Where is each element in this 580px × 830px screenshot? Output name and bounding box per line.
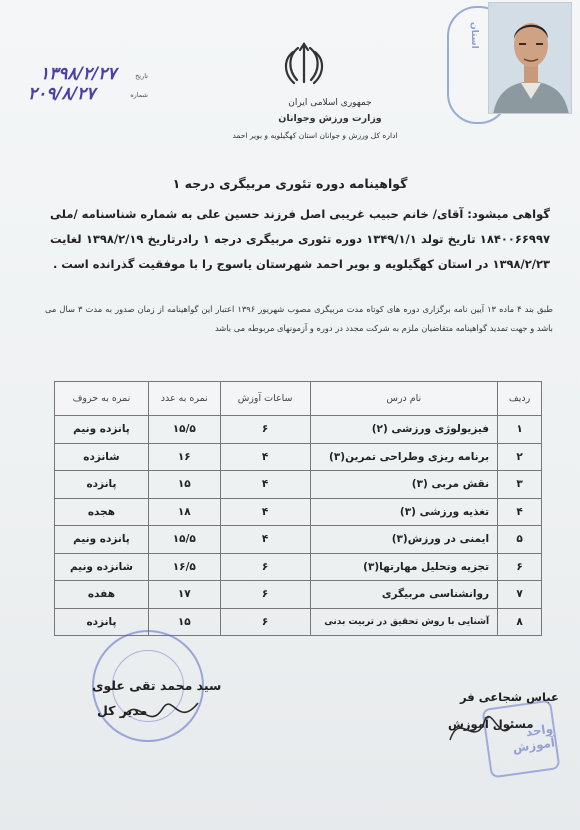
cell-hours: ۴ (220, 471, 310, 499)
cell-grade-number: ۱۶ (148, 443, 220, 471)
cell-row-number: ۷ (498, 581, 542, 609)
cell-course: آشنایی با روش تحقیق در تربیت بدنی (310, 608, 498, 636)
cell-row-number: ۳ (498, 471, 542, 499)
header-department: اداره کل ورزش و جوانان استان کهگیلویه و بویر احمد (232, 131, 398, 140)
cell-grade-number: ۱۸ (148, 498, 220, 526)
date-label: تاریخ (135, 72, 148, 80)
cell-hours: ۶ (220, 416, 310, 444)
table-row (55, 581, 542, 609)
education-officer-name: عباس شجاعی فر (460, 690, 559, 704)
director-name: سید محمد تقی علوی (92, 678, 222, 693)
body-text: آقای/ خانم حبیب غریبی اصل فرزند حسین علی به شماره شناسنامه /ملی ۱۸۴۰۰۶۶۹۹۷ تاریخ تولد ۱۳۴۹/۱/۱ دوره تئوری مربیگری درجه ۱ رادرتاریخ ۱۳۹۸/۲/۱۹ لغایت ۱۳۹۸/۲/۲۳ در استان کهگیلویه و بویر احمد شهرستان یاسوج را با موفقیت گذرانده است . (50, 207, 550, 271)
body-lead: گواهی میشود: (467, 207, 550, 221)
director-title: مدیر کل (97, 703, 148, 718)
number-value: ۲۰۹/۸/۲۷ (28, 84, 96, 104)
officer-signature-icon (440, 700, 520, 755)
cell-row-number: ۸ (498, 608, 542, 636)
cell-course: نقش مربی (۳) (310, 471, 498, 499)
header-grade-number: نمره به عدد (148, 382, 220, 416)
cell-course: برنامه ریزی وطراحی تمرین(۳) (310, 443, 498, 471)
table-row (55, 553, 542, 581)
cell-hours: ۶ (220, 608, 310, 636)
table-row (55, 526, 542, 554)
education-officer-title: مسئول آموزش (448, 717, 534, 731)
table-row (55, 471, 542, 499)
cell-row-number: ۵ (498, 526, 542, 554)
cell-course: تجزیه وتحلیل مهارتها(۳) (310, 553, 498, 581)
cell-hours: ۶ (220, 553, 310, 581)
certificate-title: گواهینامه دوره تئوری مربیگری درجه ۱ (172, 176, 408, 191)
validity-note: طبق بند ۴ ماده ۱۳ آیین نامه برگزاری دوره های کوتاه مدت مربیگری مصوب شهریور ۱۳۹۶ اعتبار این گواهینامه از زمان صدور به مدت ۳ سال می باشد و جهت تمدید گواهینامه متقاضیان ملزم به شرکت مجدد در دوره و آزمونهای مربوطه می باشد (45, 304, 553, 333)
cell-grade-words: پانزده (55, 608, 149, 636)
cell-course: تغذیه ورزشی (۳) (310, 498, 498, 526)
cell-row-number: ۱ (498, 416, 542, 444)
certificate-body (50, 202, 550, 277)
header-ministry: وزارت ورزش وجوانان (278, 113, 382, 124)
table-row (55, 498, 542, 526)
header-grade-words: نمره به حروف (55, 382, 149, 416)
portrait-image (489, 3, 572, 114)
cell-grade-words: پانزده ونیم (55, 416, 149, 444)
table-row (55, 608, 542, 636)
photo-stamp-text: استان (469, 22, 479, 49)
cell-grade-number: ۱۷ (148, 581, 220, 609)
cell-grade-number: ۱۵/۵ (148, 526, 220, 554)
cell-grade-number: ۱۵ (148, 471, 220, 499)
cell-grade-number: ۱۶/۵ (148, 553, 220, 581)
cell-hours: ۴ (220, 498, 310, 526)
header-hours: ساعات آوزش (220, 382, 310, 416)
header-course-name: نام درس (310, 382, 498, 416)
cell-grade-words: پانزده (55, 471, 149, 499)
grades-table (54, 381, 542, 636)
cell-course: ایمنی در ورزش(۳) (310, 526, 498, 554)
table-row (55, 443, 542, 471)
cell-row-number: ۴ (498, 498, 542, 526)
cell-hours: ۶ (220, 581, 310, 609)
cell-course: روانشناسی مربیگری (310, 581, 498, 609)
stamp-text: واحد آموزش (511, 721, 556, 756)
cell-grade-words: هفده (55, 581, 149, 609)
iran-emblem-icon (278, 38, 330, 90)
cell-grade-words: شانزده ونیم (55, 553, 149, 581)
cell-hours: ۴ (220, 526, 310, 554)
cell-hours: ۴ (220, 443, 310, 471)
applicant-photo (488, 2, 572, 114)
date-value: ۱۳۹۸/۲/۲۷ (40, 64, 117, 84)
cell-row-number: ۶ (498, 553, 542, 581)
header-row-number: ردیف (498, 382, 542, 416)
table-row (55, 416, 542, 444)
cell-grade-words: هجده (55, 498, 149, 526)
cell-grade-number: ۱۵/۵ (148, 416, 220, 444)
cell-grade-number: ۱۵ (148, 608, 220, 636)
cell-course: فیزیولوژی ورزشی (۲) (310, 416, 498, 444)
director-signature-icon (118, 688, 208, 738)
cell-grade-words: پانزده ونیم (55, 526, 149, 554)
cell-grade-words: شانزده (55, 443, 149, 471)
table-header-row (55, 382, 542, 416)
header-country: جمهوری اسلامی ایران (288, 98, 372, 108)
number-label: شماره (130, 91, 148, 99)
date-number-block (28, 62, 148, 122)
cell-row-number: ۲ (498, 443, 542, 471)
